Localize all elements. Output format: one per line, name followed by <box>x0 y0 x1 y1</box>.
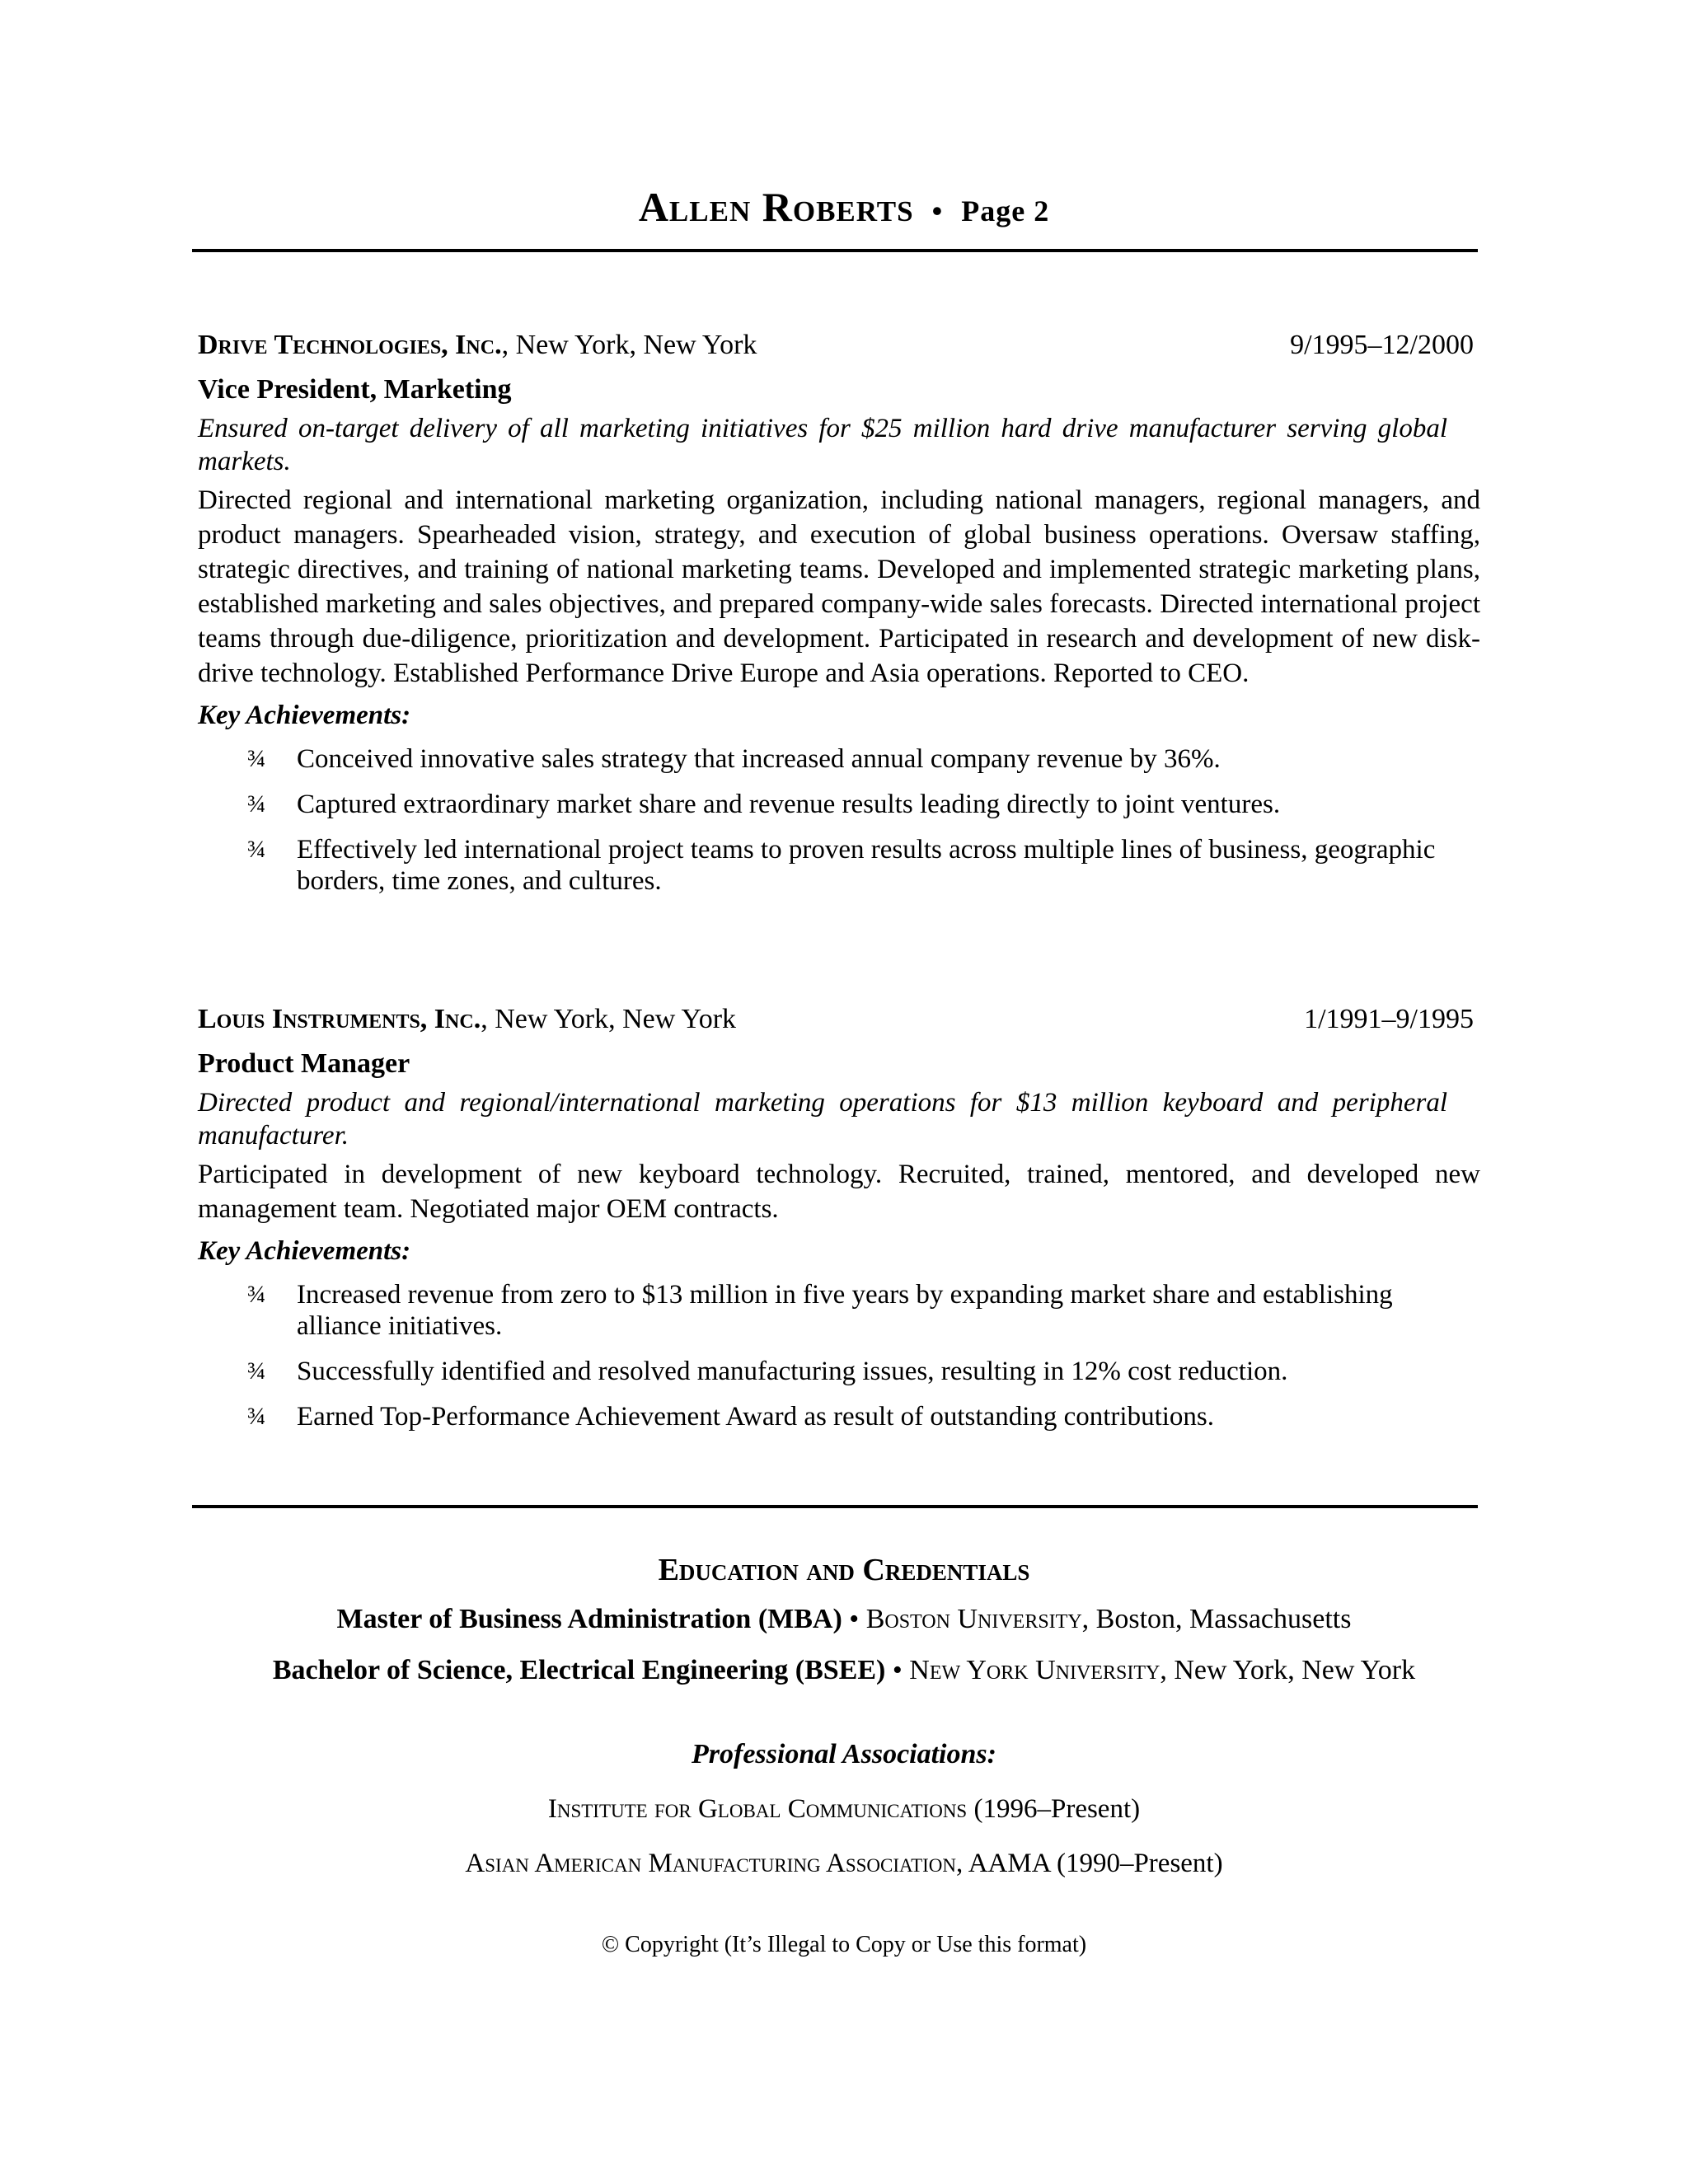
job-description: Participated in development of new keyboard technology. Recruited, trained, mentored, and developed new management team. Negotiated major OEM contracts. <box>198 1160 1480 1224</box>
company-name: Drive Technologies, Inc. <box>198 330 502 360</box>
school-name: Boston University <box>865 1604 1082 1634</box>
association-years: (1996–Present) <box>967 1794 1141 1824</box>
bullet-icon: ¾ <box>247 790 266 818</box>
degree-separator: • <box>842 1604 866 1634</box>
job-dates: 1/1991–9/1995 <box>1304 1004 1474 1034</box>
key-achievements-label: Key Achievements: <box>198 1236 411 1266</box>
degree-line <box>0 1599 1688 1640</box>
education-section <box>0 1549 1688 1961</box>
job-description: Directed regional and international marketing organization, including national managers, regional managers, and product managers. Spearheaded vision, strategy, and execution of global business operations. Oversaw staffing, strategic directives, and training of national marketing teams. Developed and implemented strategic marketing plans, established marketing and sales objectives, and prepared company-wide sales forecasts. Directed international project teams through due-diligence, prioritization and development. Participated in research and development of new disk-drive technology. Established Performance Drive Europe and Asia operations. Reported to CEO. <box>198 485 1480 688</box>
key-achievements-label: Key Achievements: <box>198 701 411 730</box>
achievement-item <box>198 1401 1480 1432</box>
achievement-item <box>198 834 1480 897</box>
achievement-text: Increased revenue from zero to $13 million in five years by expanding market share and establishing alliance initiatives. <box>297 1280 1393 1341</box>
school-name: New York University <box>909 1655 1160 1685</box>
school-location: , Boston, Massachusetts <box>1081 1604 1352 1634</box>
achievement-item <box>198 1279 1480 1342</box>
achievements-list <box>198 743 1480 897</box>
achievement-item <box>198 743 1480 775</box>
bullet-icon: ¾ <box>247 1403 266 1430</box>
job-company-line <box>198 328 757 363</box>
education-title: Education and Credentials <box>658 1553 1030 1587</box>
achievement-text: Successfully identified and resolved manufacturing issues, resulting in 12% cost reduction. <box>297 1357 1288 1386</box>
association-name: Institute for Global Communications <box>547 1794 968 1824</box>
job-dates: 9/1995–12/2000 <box>1290 330 1474 360</box>
company-name: Louis Instruments, Inc. <box>198 1004 481 1034</box>
association-name: Asian American Manufacturing Association <box>465 1849 957 1878</box>
company-location: , New York, New York <box>501 330 757 360</box>
bullet-icon: ¾ <box>247 836 266 863</box>
job-summary: Directed product and regional/international marketing operations for $13 million keyboard and peripheral manufacturer. <box>198 1088 1447 1151</box>
job-title: Product Manager <box>198 1048 410 1079</box>
section-divider <box>192 1505 1478 1508</box>
achievement-text: Captured extraordinary market share and revenue results leading directly to joint ventures. <box>297 790 1281 819</box>
bullet-icon: ¾ <box>247 745 266 772</box>
achievement-text: Earned Top-Performance Achievement Award as result of outstanding contributions. <box>297 1402 1215 1432</box>
job-company-line <box>198 1002 736 1037</box>
degree-separator: • <box>885 1655 910 1685</box>
association-line <box>0 1843 1688 1884</box>
candidate-name: Allen Roberts <box>638 184 914 230</box>
school-location: , New York, New York <box>1160 1655 1416 1685</box>
copyright-notice: © Copyright (It’s Illegal to Copy or Use this format) <box>601 1932 1087 1957</box>
bullet-icon: ¾ <box>247 1357 266 1385</box>
associations-title: Professional Associations: <box>692 1739 996 1769</box>
association-years: , AAMA (1990–Present) <box>956 1849 1223 1878</box>
achievement-item <box>198 789 1480 820</box>
job-header <box>198 1002 1480 1043</box>
page-header <box>0 183 1688 231</box>
header-separator: • <box>931 194 944 227</box>
degree-line <box>0 1650 1688 1691</box>
header-divider <box>192 249 1478 252</box>
degree-name: Bachelor of Science, Electrical Engineering (BSEE) <box>272 1655 886 1685</box>
job-title: Vice President, Marketing <box>198 374 512 405</box>
job-summary: Ensured on-target delivery of all marketing initiatives for $25 million hard drive manufacturer serving global markets. <box>198 414 1447 476</box>
company-location: , New York, New York <box>481 1004 737 1034</box>
bullet-icon: ¾ <box>247 1281 266 1308</box>
achievement-text: Conceived innovative sales strategy that increased annual company revenue by 36%. <box>297 744 1221 774</box>
job-header <box>198 328 1480 369</box>
achievement-item <box>198 1356 1480 1387</box>
page-number: Page 2 <box>961 194 1050 227</box>
association-line <box>0 1788 1688 1830</box>
job-entry <box>198 1002 1480 1446</box>
job-entry <box>198 328 1480 911</box>
achievements-list <box>198 1279 1480 1432</box>
degree-name: Master of Business Administration (MBA) <box>336 1604 842 1634</box>
achievement-text: Effectively led international project teams to proven results across multiple lines of business, geographic borders, time zones, and cultures. <box>297 835 1436 896</box>
